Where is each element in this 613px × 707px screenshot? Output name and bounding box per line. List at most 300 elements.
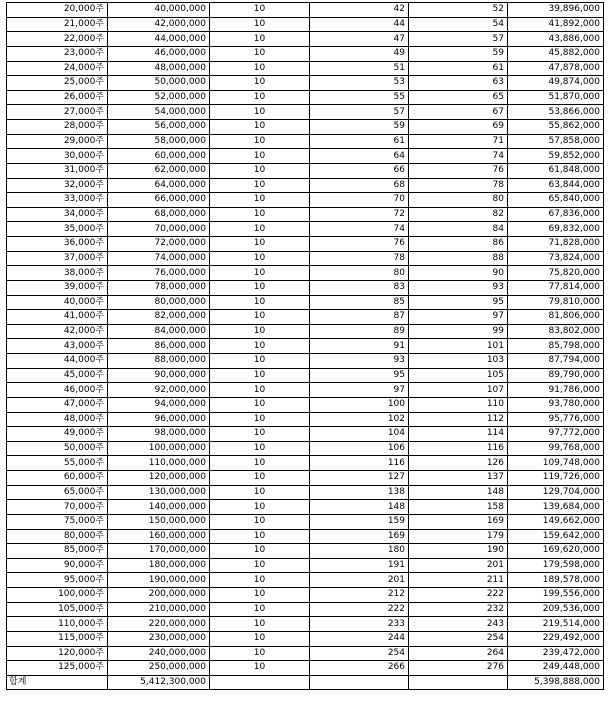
amount-cell: 60,000,000 [108,149,210,164]
table-row [7,368,604,383]
fee-cell: 10 [210,602,310,617]
deduction-cell: 57 [409,32,508,47]
net-amount-cell: 63,844,000 [508,178,604,193]
amount-cell: 88,000,000 [108,354,210,369]
shares-cell: 110,000주 [7,617,108,632]
deduction-cell: 254 [409,631,508,646]
shares-cell: 34,000주 [7,207,108,222]
tax-cell: 55 [310,90,409,105]
shares-cell: 90,000주 [7,558,108,573]
tax-cell: 212 [310,588,409,603]
tax-cell: 233 [310,617,409,632]
fee-cell: 10 [210,251,310,266]
deduction-cell: 107 [409,383,508,398]
table-row [7,237,604,252]
amount-cell: 250,000,000 [108,661,210,676]
tax-cell: 244 [310,631,409,646]
net-amount-cell: 199,556,000 [508,588,604,603]
amount-cell: 70,000,000 [108,222,210,237]
fee-cell: 10 [210,441,310,456]
fee-cell: 10 [210,544,310,559]
fee-cell: 10 [210,105,310,120]
deduction-cell: 63 [409,76,508,91]
tax-cell: 47 [310,32,409,47]
shares-cell: 46,000주 [7,383,108,398]
net-amount-cell: 97,772,000 [508,427,604,442]
net-amount-cell: 75,820,000 [508,266,604,281]
tax-cell: 148 [310,500,409,515]
fee-cell: 10 [210,456,310,471]
table-row [7,631,604,646]
tax-cell: 254 [310,646,409,661]
net-amount-cell: 79,810,000 [508,295,604,310]
tax-cell: 53 [310,76,409,91]
fee-cell: 10 [210,207,310,222]
table-row [7,544,604,559]
table-row [7,149,604,164]
amount-cell: 200,000,000 [108,588,210,603]
fee-cell: 10 [210,646,310,661]
net-amount-cell: 67,836,000 [508,207,604,222]
amount-cell: 98,000,000 [108,427,210,442]
deduction-cell: 179 [409,529,508,544]
net-amount-cell: 179,598,000 [508,558,604,573]
shares-cell: 31,000주 [7,163,108,178]
net-amount-cell: 61,848,000 [508,163,604,178]
amount-cell: 82,000,000 [108,310,210,325]
deduction-cell: 59 [409,46,508,61]
tax-cell: 57 [310,105,409,120]
deduction-cell: 105 [409,368,508,383]
deduction-cell: 276 [409,661,508,676]
tax-cell: 222 [310,602,409,617]
fee-cell: 10 [210,3,310,18]
table-row [7,500,604,515]
amount-cell: 42,000,000 [108,17,210,32]
fee-cell: 10 [210,310,310,325]
fee-cell: 10 [210,32,310,47]
tax-cell: 97 [310,383,409,398]
tax-cell: 87 [310,310,409,325]
table-row [7,354,604,369]
table-row [7,324,604,339]
tax-cell: 159 [310,514,409,529]
amount-cell: 94,000,000 [108,397,210,412]
table-row [7,558,604,573]
net-amount-cell: 41,892,000 [508,17,604,32]
amount-cell: 40,000,000 [108,3,210,18]
total-empty-cell [210,675,310,690]
amount-cell: 92,000,000 [108,383,210,398]
table-row [7,207,604,222]
table-row [7,529,604,544]
shares-cell: 30,000주 [7,149,108,164]
deduction-cell: 264 [409,646,508,661]
net-amount-cell: 93,780,000 [508,397,604,412]
deduction-cell: 52 [409,3,508,18]
deduction-cell: 54 [409,17,508,32]
net-amount-cell: 47,878,000 [508,61,604,76]
deduction-cell: 65 [409,90,508,105]
fee-cell: 10 [210,237,310,252]
table-row [7,134,604,149]
tax-cell: 74 [310,222,409,237]
shares-cell: 40,000주 [7,295,108,310]
deduction-cell: 78 [409,178,508,193]
shares-cell: 105,000주 [7,602,108,617]
amount-cell: 52,000,000 [108,90,210,105]
shares-cell: 95,000주 [7,573,108,588]
deduction-cell: 74 [409,149,508,164]
shares-cell: 70,000주 [7,500,108,515]
shares-cell: 29,000주 [7,134,108,149]
shares-cell: 44,000주 [7,354,108,369]
fee-cell: 10 [210,61,310,76]
tax-cell: 138 [310,485,409,500]
table-row [7,3,604,18]
fee-cell: 10 [210,617,310,632]
amount-cell: 90,000,000 [108,368,210,383]
fee-cell: 10 [210,339,310,354]
fee-cell: 10 [210,266,310,281]
table-row [7,76,604,91]
shares-cell: 43,000주 [7,339,108,354]
deduction-cell: 148 [409,485,508,500]
fee-cell: 10 [210,427,310,442]
amount-cell: 230,000,000 [108,631,210,646]
amount-cell: 86,000,000 [108,339,210,354]
table-row [7,412,604,427]
shares-cell: 23,000주 [7,46,108,61]
fee-cell: 10 [210,383,310,398]
fee-cell: 10 [210,368,310,383]
deduction-cell: 93 [409,280,508,295]
amount-cell: 48,000,000 [108,61,210,76]
deduction-cell: 101 [409,339,508,354]
tax-cell: 102 [310,412,409,427]
amount-cell: 80,000,000 [108,295,210,310]
tax-cell: 89 [310,324,409,339]
deduction-cell: 137 [409,471,508,486]
fee-cell: 10 [210,661,310,676]
fee-cell: 10 [210,193,310,208]
shares-cell: 80,000주 [7,529,108,544]
table-row [7,602,604,617]
price-table [6,2,604,690]
table-row [7,193,604,208]
net-amount-cell: 59,852,000 [508,149,604,164]
table-row [7,105,604,120]
total-row [7,675,604,690]
tax-cell: 191 [310,558,409,573]
tax-cell: 266 [310,661,409,676]
table-row [7,295,604,310]
net-amount-cell: 95,776,000 [508,412,604,427]
fee-cell: 10 [210,529,310,544]
table-row [7,456,604,471]
shares-cell: 115,000주 [7,631,108,646]
amount-cell: 210,000,000 [108,602,210,617]
amount-cell: 84,000,000 [108,324,210,339]
table-row [7,61,604,76]
total-net: 5,398,888,000 [508,675,604,690]
fee-cell: 10 [210,17,310,32]
fee-cell: 10 [210,500,310,515]
deduction-cell: 88 [409,251,508,266]
deduction-cell: 67 [409,105,508,120]
shares-cell: 50,000주 [7,441,108,456]
deduction-cell: 97 [409,310,508,325]
total-label: 합계 [7,675,108,690]
table-row [7,617,604,632]
net-amount-cell: 85,798,000 [508,339,604,354]
net-amount-cell: 91,786,000 [508,383,604,398]
amount-cell: 62,000,000 [108,163,210,178]
deduction-cell: 116 [409,441,508,456]
net-amount-cell: 209,536,000 [508,602,604,617]
amount-cell: 54,000,000 [108,105,210,120]
amount-cell: 78,000,000 [108,280,210,295]
shares-cell: 22,000주 [7,32,108,47]
amount-cell: 220,000,000 [108,617,210,632]
amount-cell: 64,000,000 [108,178,210,193]
table-row [7,163,604,178]
tax-cell: 76 [310,237,409,252]
deduction-cell: 243 [409,617,508,632]
shares-cell: 26,000주 [7,90,108,105]
net-amount-cell: 219,514,000 [508,617,604,632]
shares-cell: 33,000주 [7,193,108,208]
table-row [7,441,604,456]
tax-cell: 127 [310,471,409,486]
table-row [7,397,604,412]
shares-cell: 28,000주 [7,120,108,135]
shares-cell: 48,000주 [7,412,108,427]
tax-cell: 83 [310,280,409,295]
net-amount-cell: 249,448,000 [508,661,604,676]
amount-cell: 44,000,000 [108,32,210,47]
tax-cell: 68 [310,178,409,193]
shares-cell: 36,000주 [7,237,108,252]
table-row [7,646,604,661]
deduction-cell: 99 [409,324,508,339]
net-amount-cell: 55,862,000 [508,120,604,135]
amount-cell: 50,000,000 [108,76,210,91]
fee-cell: 10 [210,149,310,164]
amount-cell: 100,000,000 [108,441,210,456]
table-row [7,46,604,61]
tax-cell: 106 [310,441,409,456]
table-row [7,427,604,442]
deduction-cell: 232 [409,602,508,617]
shares-cell: 85,000주 [7,544,108,559]
shares-cell: 47,000주 [7,397,108,412]
tax-cell: 180 [310,544,409,559]
amount-cell: 68,000,000 [108,207,210,222]
deduction-cell: 90 [409,266,508,281]
shares-cell: 60,000주 [7,471,108,486]
amount-cell: 110,000,000 [108,456,210,471]
table-row [7,120,604,135]
amount-cell: 72,000,000 [108,237,210,252]
table-row [7,661,604,676]
deduction-cell: 158 [409,500,508,515]
amount-cell: 190,000,000 [108,573,210,588]
deduction-cell: 114 [409,427,508,442]
shares-cell: 55,000주 [7,456,108,471]
shares-cell: 75,000주 [7,514,108,529]
deduction-cell: 103 [409,354,508,369]
amount-cell: 74,000,000 [108,251,210,266]
net-amount-cell: 43,886,000 [508,32,604,47]
deduction-cell: 80 [409,193,508,208]
shares-cell: 20,000주 [7,3,108,18]
table-row [7,573,604,588]
net-amount-cell: 87,794,000 [508,354,604,369]
price-table-body [7,3,604,676]
net-amount-cell: 57,858,000 [508,134,604,149]
amount-cell: 58,000,000 [108,134,210,149]
shares-cell: 125,000주 [7,661,108,676]
net-amount-cell: 45,882,000 [508,46,604,61]
total-amount: 5,412,300,000 [108,675,210,690]
net-amount-cell: 169,620,000 [508,544,604,559]
net-amount-cell: 71,828,000 [508,237,604,252]
tax-cell: 64 [310,149,409,164]
net-amount-cell: 83,802,000 [508,324,604,339]
tax-cell: 59 [310,120,409,135]
table-row [7,514,604,529]
deduction-cell: 76 [409,163,508,178]
fee-cell: 10 [210,324,310,339]
amount-cell: 120,000,000 [108,471,210,486]
table-row [7,17,604,32]
shares-cell: 27,000주 [7,105,108,120]
amount-cell: 66,000,000 [108,193,210,208]
shares-cell: 32,000주 [7,178,108,193]
deduction-cell: 86 [409,237,508,252]
deduction-cell: 82 [409,207,508,222]
net-amount-cell: 189,578,000 [508,573,604,588]
table-row [7,222,604,237]
fee-cell: 10 [210,514,310,529]
amount-cell: 180,000,000 [108,558,210,573]
shares-cell: 39,000주 [7,280,108,295]
tax-cell: 95 [310,368,409,383]
tax-cell: 100 [310,397,409,412]
amount-cell: 130,000,000 [108,485,210,500]
deduction-cell: 211 [409,573,508,588]
net-amount-cell: 51,870,000 [508,90,604,105]
net-amount-cell: 229,492,000 [508,631,604,646]
deduction-cell: 112 [409,412,508,427]
tax-cell: 116 [310,456,409,471]
net-amount-cell: 239,472,000 [508,646,604,661]
net-amount-cell: 109,748,000 [508,456,604,471]
deduction-cell: 110 [409,397,508,412]
deduction-cell: 61 [409,61,508,76]
shares-cell: 24,000주 [7,61,108,76]
amount-cell: 150,000,000 [108,514,210,529]
tax-cell: 91 [310,339,409,354]
net-amount-cell: 159,642,000 [508,529,604,544]
table-row [7,280,604,295]
net-amount-cell: 77,814,000 [508,280,604,295]
tax-cell: 61 [310,134,409,149]
amount-cell: 160,000,000 [108,529,210,544]
tax-cell: 78 [310,251,409,266]
fee-cell: 10 [210,90,310,105]
shares-cell: 42,000주 [7,324,108,339]
amount-cell: 76,000,000 [108,266,210,281]
deduction-cell: 169 [409,514,508,529]
table-row [7,471,604,486]
table-row [7,588,604,603]
fee-cell: 10 [210,76,310,91]
tax-cell: 169 [310,529,409,544]
deduction-cell: 126 [409,456,508,471]
deduction-cell: 222 [409,588,508,603]
amount-cell: 96,000,000 [108,412,210,427]
deduction-cell: 190 [409,544,508,559]
fee-cell: 10 [210,222,310,237]
tax-cell: 51 [310,61,409,76]
net-amount-cell: 139,684,000 [508,500,604,515]
amount-cell: 240,000,000 [108,646,210,661]
table-row [7,383,604,398]
fee-cell: 10 [210,134,310,149]
fee-cell: 10 [210,412,310,427]
table-row [7,90,604,105]
table-row [7,251,604,266]
net-amount-cell: 73,824,000 [508,251,604,266]
fee-cell: 10 [210,280,310,295]
shares-cell: 45,000주 [7,368,108,383]
fee-cell: 10 [210,588,310,603]
tax-cell: 70 [310,193,409,208]
fee-cell: 10 [210,485,310,500]
net-amount-cell: 119,726,000 [508,471,604,486]
shares-cell: 25,000주 [7,76,108,91]
fee-cell: 10 [210,178,310,193]
shares-cell: 38,000주 [7,266,108,281]
table-row [7,310,604,325]
net-amount-cell: 99,768,000 [508,441,604,456]
table-row [7,32,604,47]
table-row [7,339,604,354]
deduction-cell: 71 [409,134,508,149]
tax-cell: 104 [310,427,409,442]
amount-cell: 140,000,000 [108,500,210,515]
net-amount-cell: 81,806,000 [508,310,604,325]
net-amount-cell: 53,866,000 [508,105,604,120]
net-amount-cell: 49,874,000 [508,76,604,91]
fee-cell: 10 [210,631,310,646]
fee-cell: 10 [210,558,310,573]
deduction-cell: 69 [409,120,508,135]
fee-cell: 10 [210,573,310,588]
tax-cell: 201 [310,573,409,588]
shares-cell: 21,000주 [7,17,108,32]
tax-cell: 49 [310,46,409,61]
deduction-cell: 95 [409,295,508,310]
tax-cell: 85 [310,295,409,310]
amount-cell: 46,000,000 [108,46,210,61]
tax-cell: 93 [310,354,409,369]
amount-cell: 56,000,000 [108,120,210,135]
shares-cell: 35,000주 [7,222,108,237]
tax-cell: 72 [310,207,409,222]
